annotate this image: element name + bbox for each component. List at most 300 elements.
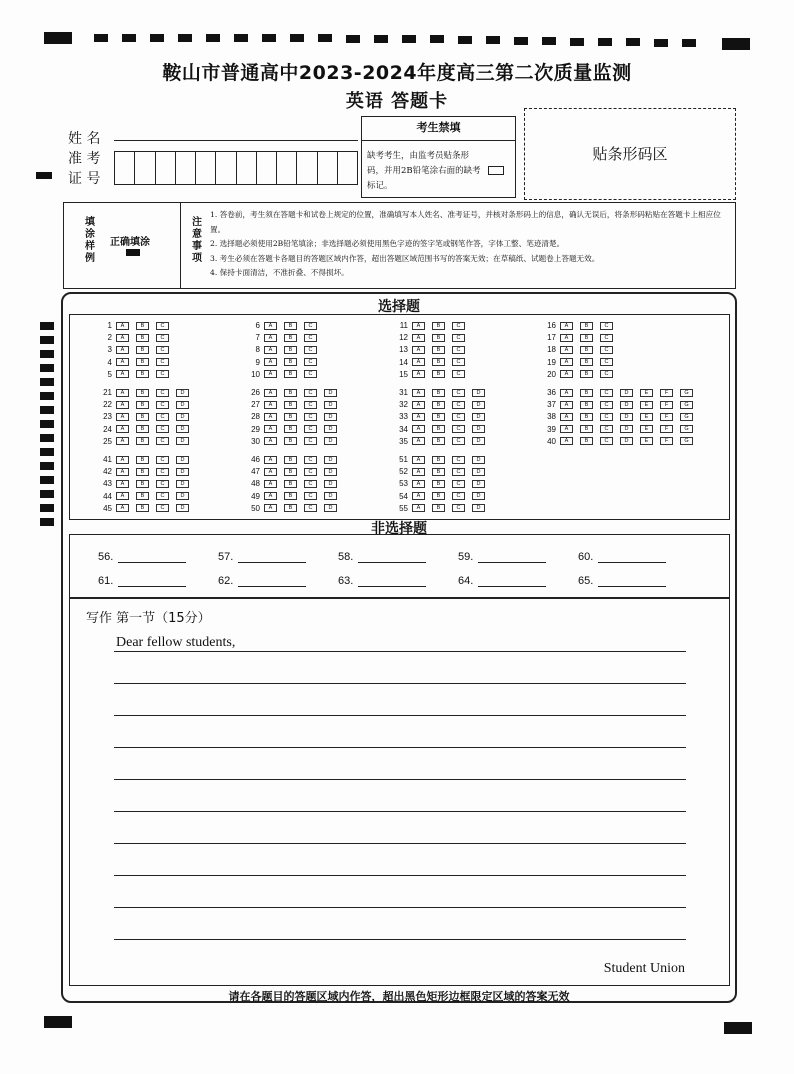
absent-mark-checkbox[interactable]: [488, 166, 504, 175]
mc-option-bubble[interactable]: B: [136, 437, 149, 445]
mc-question: [396, 437, 492, 446]
mc-option-bubble[interactable]: C: [452, 456, 465, 464]
mc-option-bubble[interactable]: C: [304, 456, 317, 464]
mc-option-bubble[interactable]: G: [680, 401, 693, 409]
mc-option-bubble[interactable]: A: [560, 437, 573, 445]
mc-option-bubble[interactable]: A: [116, 492, 129, 500]
mc-option-bubble[interactable]: D: [324, 504, 337, 512]
mc-question: [396, 455, 492, 464]
mc-option-bubble[interactable]: C: [600, 346, 613, 354]
mc-option-bubble[interactable]: A: [264, 413, 277, 421]
fill-answer-grid: [69, 534, 730, 598]
mc-question-number: 3: [107, 345, 112, 355]
mc-option-bubble[interactable]: D: [472, 468, 485, 476]
mc-option-bubble[interactable]: D: [176, 413, 189, 421]
fill-blank-number: 61.: [98, 575, 114, 587]
mc-option-bubble[interactable]: A: [560, 425, 573, 433]
mc-option-bubble[interactable]: B: [284, 413, 297, 421]
id-cell[interactable]: [237, 152, 257, 184]
mc-option-bubble[interactable]: D: [472, 425, 485, 433]
mc-option-bubble[interactable]: A: [412, 480, 425, 488]
writing-title: 写作 第一节（15分）: [86, 611, 211, 626]
mc-option-bubble[interactable]: B: [284, 370, 297, 378]
mc-option-bubble[interactable]: A: [560, 334, 573, 342]
mc-option-bubble[interactable]: C: [156, 389, 169, 397]
mc-answer-grid: [69, 314, 730, 520]
mc-option-bubble[interactable]: A: [412, 413, 425, 421]
mc-option-bubble[interactable]: B: [284, 389, 297, 397]
mc-option-bubble[interactable]: C: [600, 425, 613, 433]
absent-box: [361, 116, 516, 198]
mc-option-bubble[interactable]: A: [264, 492, 277, 500]
mc-option-bubble[interactable]: A: [560, 389, 573, 397]
mc-option-bubble[interactable]: C: [156, 322, 169, 330]
mc-option-bubble[interactable]: D: [620, 425, 633, 433]
mc-option-bubble[interactable]: C: [600, 334, 613, 342]
mc-option-bubble[interactable]: E: [640, 401, 653, 409]
mc-question-number: 49: [251, 491, 260, 501]
mc-option-bubble[interactable]: A: [264, 346, 277, 354]
mc-option-bubble[interactable]: B: [580, 322, 593, 330]
mc-option-bubble[interactable]: D: [324, 468, 337, 476]
mc-option-bubble[interactable]: B: [580, 437, 593, 445]
mc-option-bubble[interactable]: C: [304, 504, 317, 512]
fill-blank-line[interactable]: [598, 577, 666, 587]
mc-option-bubble[interactable]: B: [580, 334, 593, 342]
mc-question-number: 26: [251, 388, 260, 397]
absent-box-text: 缺考考生，由监考员贴条形码，并用2B铅笔涂右面的缺考标记。: [367, 151, 481, 191]
mc-option-bubble[interactable]: A: [412, 437, 425, 445]
id-cell[interactable]: [277, 152, 297, 184]
mc-option-bubble[interactable]: C: [452, 334, 465, 342]
mc-question: [544, 412, 700, 421]
mc-option-bubble[interactable]: A: [412, 468, 425, 476]
mc-option-bubble[interactable]: A: [264, 334, 277, 342]
mc-option-bubble[interactable]: C: [304, 425, 317, 433]
mc-option-bubble[interactable]: D: [472, 413, 485, 421]
mc-option-bubble[interactable]: A: [412, 425, 425, 433]
fill-blank-line[interactable]: [118, 577, 186, 587]
mc-option-bubble[interactable]: A: [116, 437, 129, 445]
mc-question: [248, 479, 344, 488]
mc-option-bubble[interactable]: D: [472, 492, 485, 500]
mc-question: [248, 400, 344, 409]
mc-option-bubble[interactable]: B: [432, 334, 445, 342]
mc-option-bubble[interactable]: G: [680, 389, 693, 397]
mc-option-bubble[interactable]: C: [452, 389, 465, 397]
mc-question: [100, 467, 196, 476]
mc-option-bubble[interactable]: B: [136, 480, 149, 488]
writing-line[interactable]: [114, 939, 686, 940]
mc-option-bubble[interactable]: C: [304, 346, 317, 354]
mc-option-bubble[interactable]: C: [304, 370, 317, 378]
writing-line[interactable]: [114, 875, 686, 876]
mc-option-bubble[interactable]: D: [620, 413, 633, 421]
rule-item: 3. 考生必须在答题卡各题目的答题区域内作答，超出答题区域范围书写的答案无效；在草稿纸、试题卷上答题无效。: [210, 253, 600, 263]
mc-option-bubble[interactable]: B: [136, 334, 149, 342]
mc-option-bubble[interactable]: A: [412, 370, 425, 378]
writing-line[interactable]: [114, 651, 686, 652]
mc-question-number: 35: [399, 436, 408, 446]
mc-option-bubble[interactable]: D: [176, 468, 189, 476]
mc-option-bubble[interactable]: D: [620, 437, 633, 445]
mc-option-bubble[interactable]: B: [284, 401, 297, 409]
mc-option-bubble[interactable]: C: [304, 468, 317, 476]
mc-option-bubble[interactable]: C: [156, 456, 169, 464]
mc-option-bubble[interactable]: D: [324, 456, 337, 464]
mc-option-bubble[interactable]: B: [136, 346, 149, 354]
id-cell[interactable]: [156, 152, 176, 184]
mc-option-bubble[interactable]: C: [304, 322, 317, 330]
mc-option-bubble[interactable]: B: [136, 425, 149, 433]
mc-option-bubble[interactable]: F: [660, 425, 673, 433]
mc-option-bubble[interactable]: B: [284, 334, 297, 342]
mc-option-bubble[interactable]: A: [116, 468, 129, 476]
mc-option-bubble[interactable]: D: [176, 389, 189, 397]
mc-question-number: 11: [399, 321, 408, 330]
mc-option-bubble[interactable]: A: [560, 322, 573, 330]
mc-option-bubble[interactable]: B: [136, 468, 149, 476]
id-cell[interactable]: [297, 152, 317, 184]
mc-option-bubble[interactable]: F: [660, 389, 673, 397]
mc-option-bubble[interactable]: B: [136, 413, 149, 421]
mc-option-bubble[interactable]: A: [264, 456, 277, 464]
fill-blank-line[interactable]: [238, 577, 306, 587]
fill-blank-item: [98, 551, 186, 563]
mc-option-bubble[interactable]: B: [432, 480, 445, 488]
mc-option-bubble[interactable]: C: [452, 322, 465, 330]
mc-option-bubble[interactable]: A: [264, 468, 277, 476]
writing-line[interactable]: [114, 779, 686, 780]
mc-option-bubble[interactable]: D: [324, 425, 337, 433]
mc-option-bubble[interactable]: B: [432, 401, 445, 409]
mc-option-bubble[interactable]: B: [432, 437, 445, 445]
writing-line[interactable]: [114, 747, 686, 748]
mc-option-bubble[interactable]: A: [412, 322, 425, 330]
mc-option-bubble[interactable]: D: [176, 425, 189, 433]
mc-option-bubble[interactable]: B: [284, 358, 297, 366]
id-cell[interactable]: [216, 152, 236, 184]
mc-option-bubble[interactable]: B: [136, 389, 149, 397]
mc-option-bubble[interactable]: C: [452, 346, 465, 354]
mc-option-bubble[interactable]: C: [600, 413, 613, 421]
mc-option-bubble[interactable]: A: [116, 358, 129, 366]
id-cell[interactable]: [318, 152, 338, 184]
mc-option-bubble[interactable]: C: [156, 358, 169, 366]
mc-option-bubble[interactable]: A: [560, 346, 573, 354]
mc-question: [396, 492, 492, 501]
id-cell[interactable]: [257, 152, 277, 184]
mc-option-bubble[interactable]: A: [560, 358, 573, 366]
mc-option-bubble[interactable]: B: [580, 425, 593, 433]
mc-option-bubble[interactable]: C: [156, 401, 169, 409]
fill-blank-line[interactable]: [598, 553, 666, 563]
mc-option-bubble[interactable]: A: [116, 480, 129, 488]
mc-option-bubble[interactable]: C: [600, 389, 613, 397]
mc-question: [248, 467, 344, 476]
mc-option-bubble[interactable]: C: [600, 401, 613, 409]
mc-option-bubble[interactable]: B: [136, 401, 149, 409]
id-cell[interactable]: [115, 152, 135, 184]
mc-option-bubble[interactable]: C: [452, 504, 465, 512]
mc-option-bubble[interactable]: B: [136, 370, 149, 378]
mc-option-bubble[interactable]: D: [472, 480, 485, 488]
mc-option-bubble[interactable]: C: [156, 334, 169, 342]
mc-option-bubble[interactable]: B: [284, 425, 297, 433]
mc-option-bubble[interactable]: A: [560, 401, 573, 409]
mc-option-bubble[interactable]: D: [472, 389, 485, 397]
mc-option-bubble[interactable]: D: [324, 437, 337, 445]
mc-question: [396, 321, 472, 330]
mc-option-bubble[interactable]: A: [116, 334, 129, 342]
mc-option-bubble[interactable]: C: [452, 468, 465, 476]
mc-option-bubble[interactable]: A: [412, 401, 425, 409]
mc-question-number: 37: [547, 400, 556, 410]
fill-blank-line[interactable]: [118, 553, 186, 563]
mc-option-bubble[interactable]: B: [432, 456, 445, 464]
writing-line[interactable]: [114, 715, 686, 716]
mc-question-number: 16: [547, 321, 556, 330]
mc-option-bubble[interactable]: C: [304, 358, 317, 366]
rule-item: 1. 答卷前，考生须在答题卡和试卷上规定的位置，准确填写本人姓名、准考证号，并核对条形码上的信息，确认无误后，将条形码粘贴在答题卡上相应位置。: [210, 210, 721, 234]
mc-option-bubble[interactable]: G: [680, 437, 693, 445]
mc-option-bubble[interactable]: D: [472, 456, 485, 464]
mc-option-bubble[interactable]: A: [264, 389, 277, 397]
absent-box-title: 考生禁填: [362, 117, 515, 141]
mc-option-bubble[interactable]: A: [264, 358, 277, 366]
mc-question: [248, 425, 344, 434]
mc-option-bubble[interactable]: B: [136, 358, 149, 366]
mc-question-number: 53: [399, 479, 408, 489]
mc-option-bubble[interactable]: B: [136, 322, 149, 330]
fill-blank-item: [98, 575, 186, 587]
fill-blank-number: 58.: [338, 551, 354, 563]
mc-option-bubble[interactable]: C: [452, 425, 465, 433]
mc-option-bubble[interactable]: C: [156, 425, 169, 433]
mc-option-bubble[interactable]: C: [304, 389, 317, 397]
id-cell[interactable]: [338, 152, 357, 184]
name-field[interactable]: [114, 140, 358, 141]
footer-note: 请在各题目的答题区域内作答，超出黑色矩形边框限定区域的答案无效: [228, 990, 570, 1003]
mc-option-bubble[interactable]: C: [304, 334, 317, 342]
mc-question: [544, 437, 700, 446]
mc-option-bubble[interactable]: A: [116, 322, 129, 330]
fill-example-label: 填涂样例: [85, 217, 95, 264]
mc-option-bubble[interactable]: C: [156, 437, 169, 445]
mc-option-bubble[interactable]: D: [176, 504, 189, 512]
mc-option-bubble[interactable]: G: [680, 413, 693, 421]
mc-option-bubble[interactable]: B: [284, 492, 297, 500]
writing-line[interactable]: [114, 843, 686, 844]
mc-option-bubble[interactable]: C: [156, 504, 169, 512]
mc-option-bubble[interactable]: A: [264, 437, 277, 445]
mc-option-bubble[interactable]: C: [452, 480, 465, 488]
fill-blank-line[interactable]: [478, 553, 546, 563]
mc-option-bubble[interactable]: F: [660, 401, 673, 409]
mc-option-bubble[interactable]: A: [264, 480, 277, 488]
mc-option-bubble[interactable]: E: [640, 413, 653, 421]
mc-option-bubble[interactable]: B: [284, 456, 297, 464]
mc-option-bubble[interactable]: C: [156, 346, 169, 354]
mc-option-bubble[interactable]: B: [580, 358, 593, 366]
mc-option-bubble[interactable]: B: [284, 468, 297, 476]
mc-option-bubble[interactable]: E: [640, 437, 653, 445]
mc-option-bubble[interactable]: B: [432, 358, 445, 366]
mc-question: [248, 492, 344, 501]
mc-option-bubble[interactable]: A: [560, 413, 573, 421]
mc-question-number: 42: [103, 467, 112, 477]
fill-blank-line[interactable]: [238, 553, 306, 563]
mc-option-bubble[interactable]: A: [116, 504, 129, 512]
mc-question: [396, 400, 492, 409]
mc-option-bubble[interactable]: C: [156, 480, 169, 488]
mc-option-bubble[interactable]: A: [116, 413, 129, 421]
mc-question-number: 36: [547, 388, 556, 397]
writing-line[interactable]: [114, 811, 686, 812]
mc-option-bubble[interactable]: D: [472, 401, 485, 409]
mc-option-bubble[interactable]: B: [432, 322, 445, 330]
mc-option-bubble[interactable]: D: [176, 456, 189, 464]
mc-question: [396, 388, 492, 397]
mc-option-bubble[interactable]: C: [304, 480, 317, 488]
mc-option-bubble[interactable]: E: [640, 425, 653, 433]
mc-option-bubble[interactable]: A: [116, 370, 129, 378]
mc-option-bubble[interactable]: D: [620, 401, 633, 409]
mc-option-bubble[interactable]: A: [264, 401, 277, 409]
mc-option-bubble[interactable]: C: [452, 437, 465, 445]
fill-blank-line[interactable]: [358, 577, 426, 587]
mc-option-bubble[interactable]: B: [284, 322, 297, 330]
exam-id-grid[interactable]: [114, 151, 358, 185]
mc-option-bubble[interactable]: A: [560, 370, 573, 378]
mc-option-bubble[interactable]: C: [156, 370, 169, 378]
mc-option-bubble[interactable]: B: [432, 370, 445, 378]
mc-option-bubble[interactable]: B: [284, 346, 297, 354]
id-cell[interactable]: [176, 152, 196, 184]
mc-option-bubble[interactable]: A: [264, 425, 277, 433]
mc-option-bubble[interactable]: B: [580, 389, 593, 397]
mc-option-bubble[interactable]: C: [156, 468, 169, 476]
mc-question: [100, 425, 196, 434]
id-cell[interactable]: [135, 152, 155, 184]
mc-option-bubble[interactable]: B: [432, 468, 445, 476]
fill-blank-item: [458, 575, 546, 587]
mc-option-bubble[interactable]: C: [452, 492, 465, 500]
mc-option-bubble[interactable]: A: [116, 346, 129, 354]
mc-option-bubble[interactable]: B: [432, 425, 445, 433]
mc-option-bubble[interactable]: D: [176, 401, 189, 409]
mc-option-bubble[interactable]: B: [284, 437, 297, 445]
mc-option-bubble[interactable]: D: [472, 504, 485, 512]
mc-option-bubble[interactable]: C: [452, 370, 465, 378]
mc-option-bubble[interactable]: A: [264, 504, 277, 512]
mc-option-bubble[interactable]: A: [412, 358, 425, 366]
mc-option-bubble[interactable]: C: [452, 413, 465, 421]
mc-option-bubble[interactable]: C: [304, 401, 317, 409]
mc-question-number: 21: [103, 388, 112, 397]
mc-option-bubble[interactable]: C: [600, 437, 613, 445]
mc-option-bubble[interactable]: D: [176, 437, 189, 445]
mc-option-bubble[interactable]: G: [680, 425, 693, 433]
id-cell[interactable]: [196, 152, 216, 184]
mc-option-bubble[interactable]: C: [304, 413, 317, 421]
mc-option-bubble[interactable]: D: [176, 480, 189, 488]
mc-option-bubble[interactable]: A: [264, 370, 277, 378]
mc-option-bubble[interactable]: C: [600, 322, 613, 330]
mc-option-bubble[interactable]: C: [304, 437, 317, 445]
mc-question-number: 38: [547, 412, 556, 422]
mc-option-bubble[interactable]: B: [580, 370, 593, 378]
mc-option-bubble[interactable]: C: [156, 413, 169, 421]
mc-question: [248, 388, 344, 397]
mc-option-bubble[interactable]: A: [412, 389, 425, 397]
mc-option-bubble[interactable]: A: [412, 456, 425, 464]
mc-option-bubble[interactable]: C: [304, 492, 317, 500]
mc-option-bubble[interactable]: F: [660, 413, 673, 421]
mc-question: [396, 345, 472, 354]
mc-option-bubble[interactable]: A: [116, 389, 129, 397]
mc-option-bubble[interactable]: B: [580, 401, 593, 409]
mc-option-bubble[interactable]: B: [580, 346, 593, 354]
mc-option-bubble[interactable]: A: [412, 492, 425, 500]
mc-option-bubble[interactable]: B: [136, 492, 149, 500]
fill-blank-item: [578, 575, 666, 587]
mc-option-bubble[interactable]: D: [176, 492, 189, 500]
writing-line[interactable]: [114, 683, 686, 684]
mc-option-bubble[interactable]: D: [472, 437, 485, 445]
mc-option-bubble[interactable]: A: [116, 456, 129, 464]
mc-option-bubble[interactable]: B: [432, 413, 445, 421]
mc-option-bubble[interactable]: A: [412, 346, 425, 354]
mc-option-bubble[interactable]: B: [136, 456, 149, 464]
mc-option-bubble[interactable]: C: [600, 358, 613, 366]
mc-option-bubble[interactable]: E: [640, 389, 653, 397]
mc-option-bubble[interactable]: B: [432, 346, 445, 354]
mc-option-bubble[interactable]: B: [284, 504, 297, 512]
mc-option-bubble[interactable]: A: [412, 504, 425, 512]
fill-blank-line[interactable]: [478, 577, 546, 587]
rule-item: 2. 选择题必须使用2B铅笔填涂；非选择题必须使用黑色字迹的签字笔或钢笔作答，字体工整、笔迹清楚。: [210, 239, 565, 248]
mc-question: [396, 333, 472, 342]
mc-option-bubble[interactable]: D: [324, 413, 337, 421]
mc-option-bubble[interactable]: B: [580, 413, 593, 421]
writing-line[interactable]: [114, 907, 686, 908]
mc-option-bubble[interactable]: D: [324, 480, 337, 488]
mc-option-bubble[interactable]: A: [116, 401, 129, 409]
mc-option-bubble[interactable]: D: [324, 401, 337, 409]
mc-option-bubble[interactable]: D: [324, 492, 337, 500]
mc-option-bubble[interactable]: A: [116, 425, 129, 433]
mc-option-bubble[interactable]: A: [264, 322, 277, 330]
mc-option-bubble[interactable]: B: [432, 492, 445, 500]
mc-option-bubble[interactable]: A: [412, 334, 425, 342]
mc-option-bubble[interactable]: C: [452, 401, 465, 409]
mc-option-bubble[interactable]: F: [660, 437, 673, 445]
mc-option-bubble[interactable]: C: [600, 370, 613, 378]
mc-option-bubble[interactable]: B: [136, 504, 149, 512]
correct-fill-sample: [126, 249, 140, 256]
fill-blank-number: 57.: [218, 551, 234, 563]
mc-option-bubble[interactable]: B: [284, 480, 297, 488]
mc-option-bubble[interactable]: B: [432, 389, 445, 397]
mc-option-bubble[interactable]: D: [324, 389, 337, 397]
mc-option-bubble[interactable]: D: [620, 389, 633, 397]
fill-blank-line[interactable]: [358, 553, 426, 563]
mc-option-bubble[interactable]: B: [432, 504, 445, 512]
mc-option-bubble[interactable]: C: [452, 358, 465, 366]
fill-section-title: 非选择题: [371, 521, 427, 537]
mc-option-bubble[interactable]: C: [156, 492, 169, 500]
